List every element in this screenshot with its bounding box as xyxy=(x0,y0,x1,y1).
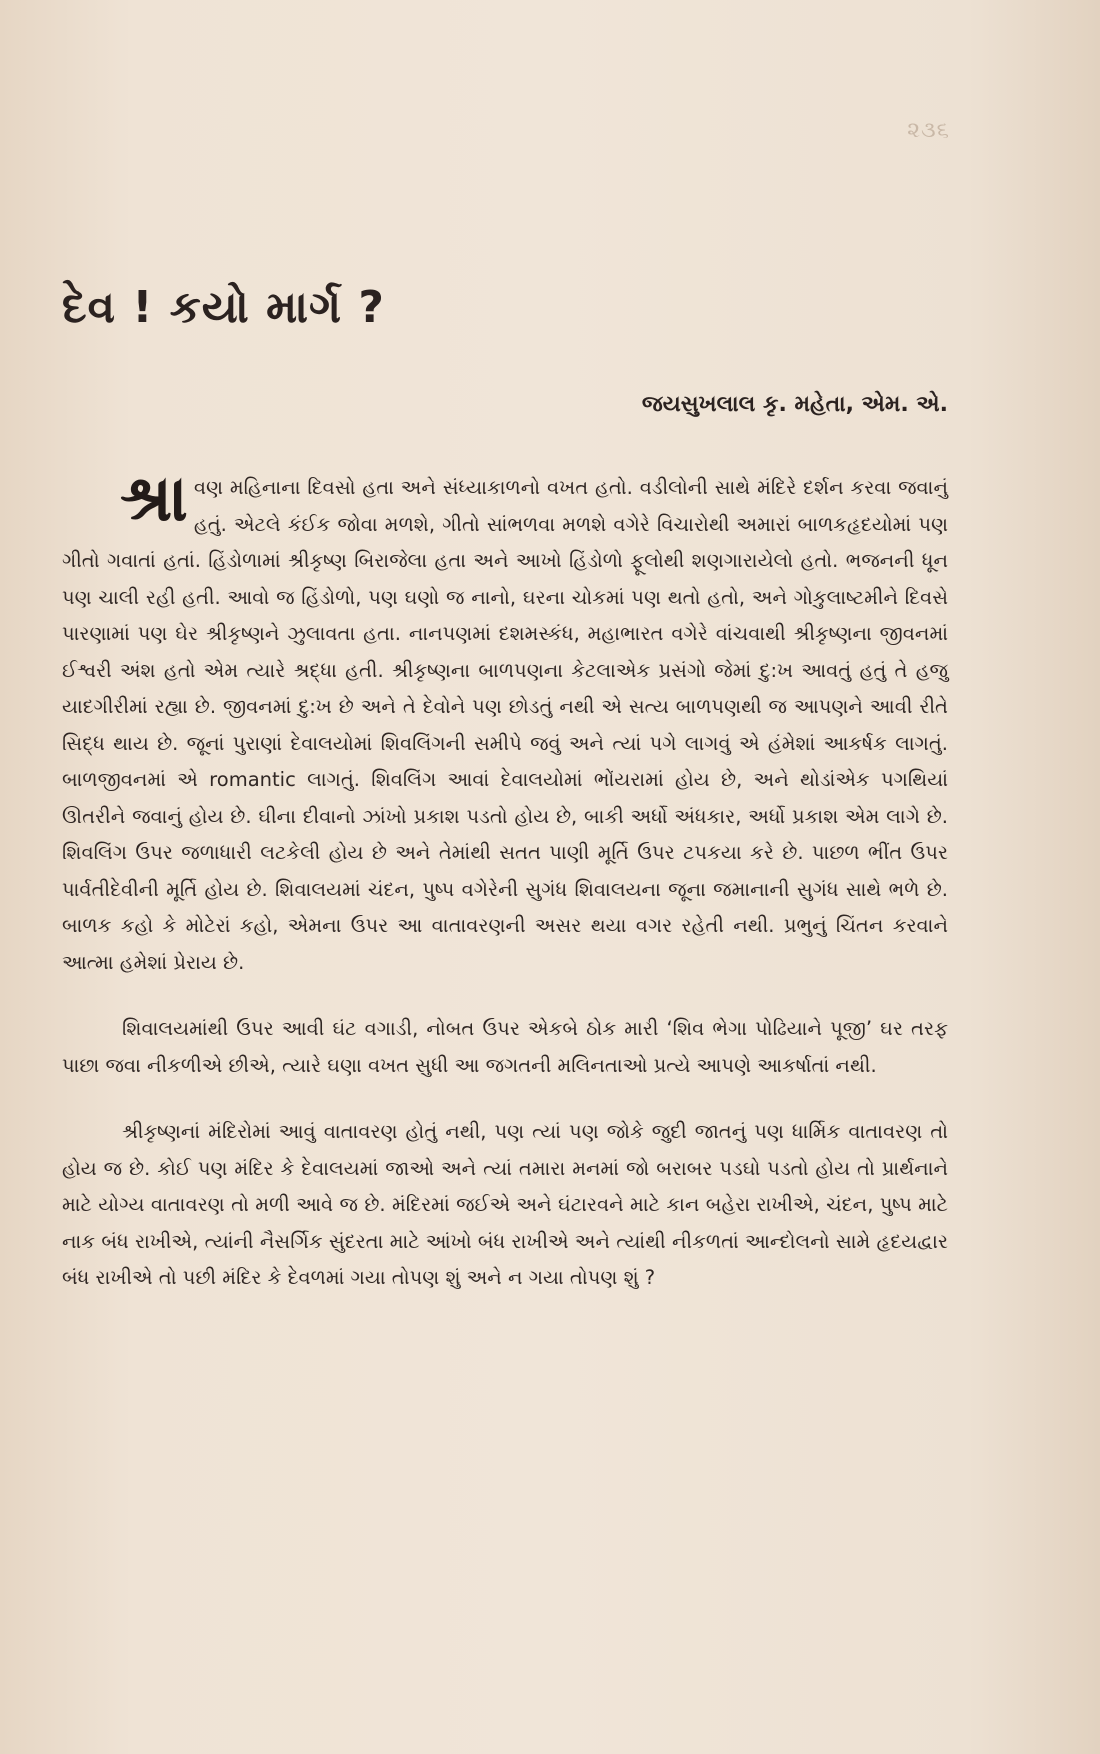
paragraph-1 xyxy=(62,462,948,981)
paragraph-3: શ્રીકૃષ્ણનાં મંદિરોમાં આવું વાતાવરણ હોતું નથી, પણ ત્યાં પણ જોકે જુદી જાતનું પણ ધાર્મિક વાતાવરણ તો હોય જ છે. કોઈ પણ મંદિર કે દેવાલયમાં જાઓ અને ત્યાં તમારા મનમાં જો બરાબર પડઘો પડતો હોય તો પ્રાર્થનાને માટે યોગ્ય વાતાવરણ તો મળી આવે જ છે. મંદિરમાં જઈએ અને ઘંટારવને માટે કાન બહેરા રાખીએ, ચંદન, પુષ્પ માટે નાક બંધ રાખીએ, ત્યાંની નૈસર્ગિક સુંદરતા માટે આંખો બંધ રાખીએ અને ત્યાંથી નીકળતાં આન્દોલનો સામે હૃદયદ્વાર બંધ રાખીએ તો પછી મંદિર કે દેવળમાં ગયા તોપણ શું અને ન ગયા તોપણ શું ? xyxy=(62,1120,948,1289)
paragraph-2: શિવાલયમાંથી ઉપર આવી ઘંટ વગાડી, નોબત ઉપર એકબે ઠોક મારી ‘શિવ ભેગા પોઢિયાને પૂજી’ ઘર તરફ પાછા જવા નીકળીએ છીએ, ત્યારે ઘણા વખત સુધી આ જગતની મલિનતાઓ પ્રત્યે આપણે આકર્ષાતાં નથી. xyxy=(62,1017,948,1077)
article-body xyxy=(62,462,948,1327)
author-byline: જયસુખલાલ કૃ. મહેતા, એમ. એ. xyxy=(641,392,948,417)
page-number: ૨૩૬ xyxy=(907,118,950,143)
article-title: દેવ ! કયો માર્ગ ? xyxy=(62,282,385,333)
paragraph-1-text: વણ મહિનાના દિવસો હતા અને સંધ્યાકાળનો વખત હતો. વડીલોની સાથે મંદિરે દર્શન કરવા જવાનું હતું. એટલે કંઈક જોવા મળશે, ગીતો સાંભળવા મળશે વગેરે વિચારોથી અમારાં બાળકહૃદયોમાં પણ ગીતો ગવાતાં હતાં. હિંડોળામાં શ્રીકૃષ્ણ બિરાજેલા હતા અને આખો હિંડોળો ફૂલોથી શણગારાયેલો હતો. ભજનની ધૂન પણ ચાલી રહી હતી. આવો જ હિંડોળો, પણ ઘણો જ નાનો, ઘરના ચોકમાં પણ થતો હતો, અને ગોકુલાષ્ટમીને દિવસે પારણામાં પણ ઘેર શ્રીકૃષ્ણને ઝુલાવતા હતા. નાનપણમાં દશમસ્કંધ, મહાભારત વગેરે વાંચવાથી શ્રીકૃષ્ણના જીવનમાં ઈશ્વરી અંશ હતો એમ ત્યારે શ્રદ્ધા હતી. શ્રીકૃષ્ણના બાળપણના કેટલાએક પ્રસંગો જેમાં દુ:ખ આવતું હતું તે હજુ યાદગીરીમાં રહ્યા છે. જીવનમાં દુ:ખ છે અને તે દેવોને પણ છોડતું નથી એ સત્ય બાળપણથી જ આપણને આવી રીતે સિદ્ધ થાય છે. જૂનાં પુરાણાં દેવાલયોમાં શિવલિંગની સમીપે જવું અને ત્યાં પગે લાગવું એ હંમેશાં આકર્ષક લાગતું. બાળજીવનમાં એ romantic લાગતું. શિવલિંગ આવાં દેવાલયોમાં ભોંયરામાં હોય છે, અને થોડાંએક પગથિયાં ઊતરીને જવાનું હોય છે. ઘીના દીવાનો ઝાંખો પ્રકાશ પડતો હોય છે, બાકી અર્ધો અંધકાર, અર્ધો પ્રકાશ એમ લાગે છે. શિવલિંગ ઉપર જળાધારી લટકેલી હોય છે અને તેમાંથી સતત પાણી મૂર્તિ ઉપર ટપકયા કરે છે. પાછળ ભીંત ઉપર પાર્વતીદેવીની મૂર્તિ હોય છે. શિવાલયમાં ચંદન, પુષ્પ વગેરેની સુગંધ શિવાલયના જૂના જમાનાની સુગંધ સાથે ભળે છે. બાળક કહો કે મોટેરાં કહો, એમના ઉપર આ વાતાવરણની અસર થયા વગર રહેતી નથી. પ્રભુનું ચિંતન કરવાને આત્મા હમેશાં પ્રેરાય છે. xyxy=(62,476,948,974)
drop-cap: શ્રા xyxy=(120,462,188,536)
